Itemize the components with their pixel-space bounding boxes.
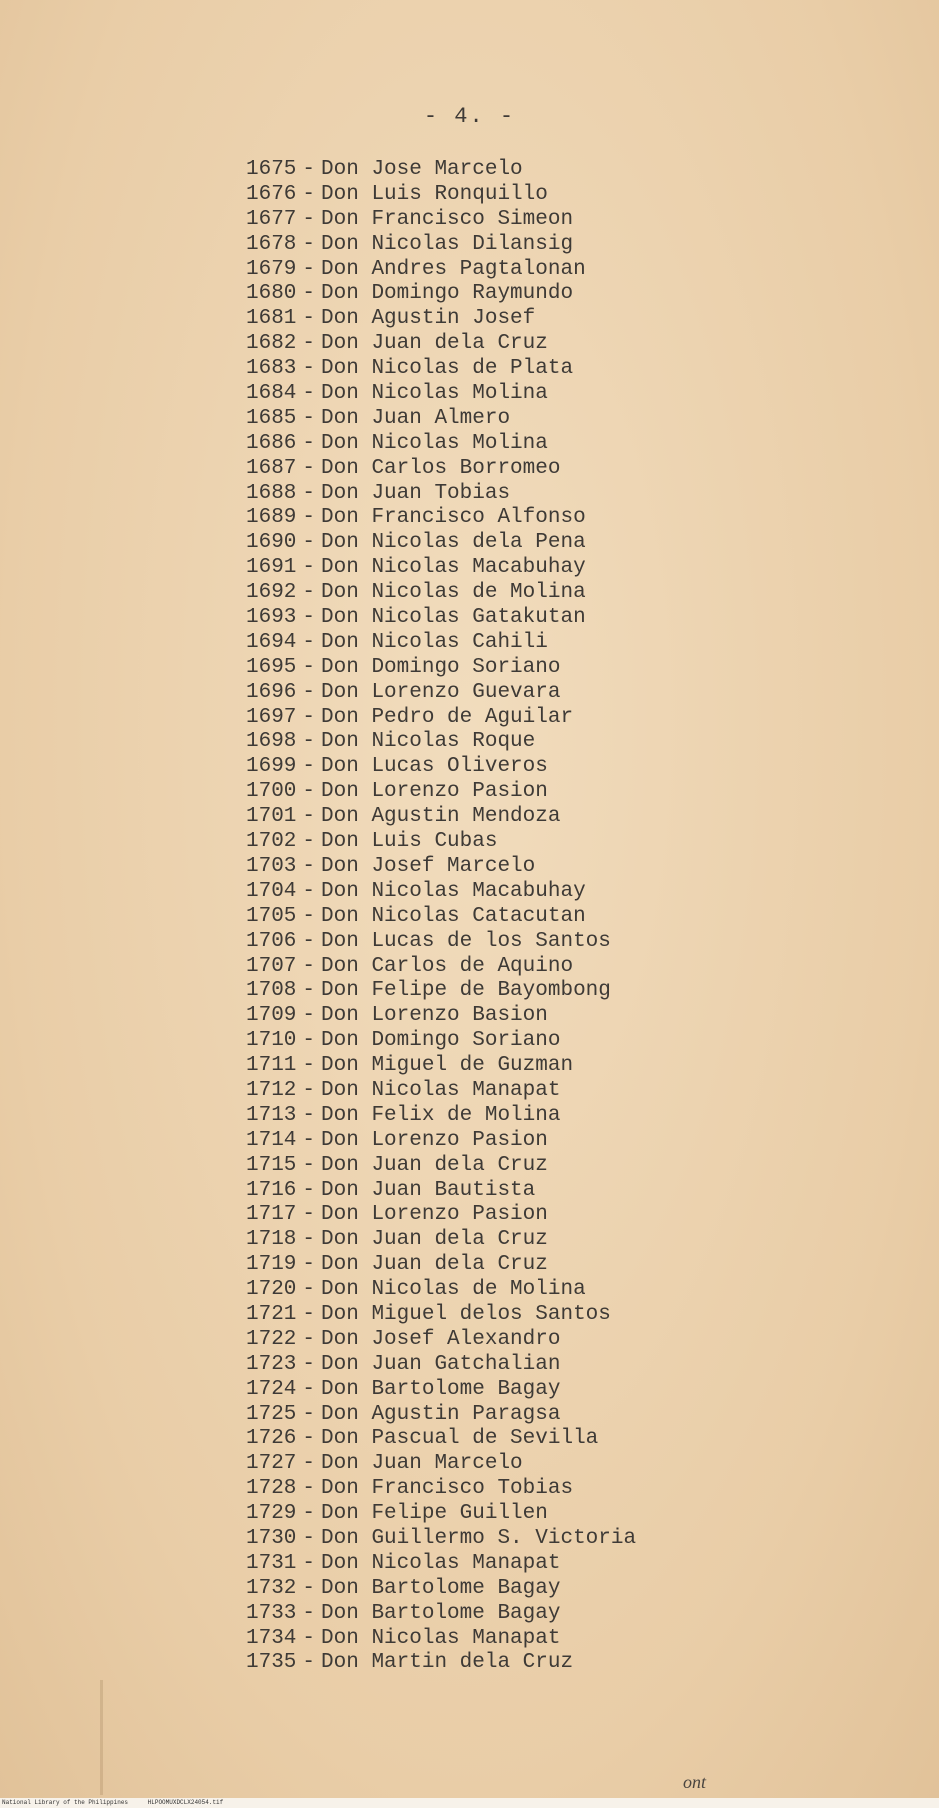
entry-year: 1710 [246,1029,297,1053]
list-item [246,581,906,606]
page-number: - 4. - [423,104,516,129]
entry-separator: - [302,780,316,804]
entry-year: 1734 [246,1626,297,1650]
entry-name: Don Lorenzo Guevara [321,680,561,704]
list-item [246,1079,906,1104]
entry-separator: - [302,1253,316,1277]
entry-name: Don Andres Pagtalonan [321,257,586,281]
entry-separator: - [302,1502,316,1526]
entry-separator: - [302,431,316,455]
list-item [246,706,906,731]
entry-year: 1702 [246,830,297,854]
entry-name: Don Nicolas Molina [321,382,548,406]
entry-name: Don Nicolas Cahili [321,630,548,654]
entry-separator: - [302,406,316,430]
entry-name: Don Felipe Guillen [321,1502,548,1526]
list-item [246,955,906,980]
entry-year: 1713 [246,1103,297,1127]
list-item [246,1278,906,1303]
entry-year: 1727 [246,1452,297,1476]
entry-year: 1715 [246,1153,297,1177]
entry-separator: - [302,1302,316,1326]
entry-year: 1703 [246,854,297,878]
entry-separator: - [302,1128,316,1152]
list-item [246,1651,906,1676]
list-item [246,506,906,531]
entry-year: 1709 [246,1004,297,1028]
entry-name: Don Nicolas Manapat [321,1078,561,1102]
list-item [246,1627,906,1652]
entry-name: Don Francisco Simeon [321,207,574,231]
entry-year: 1717 [246,1203,297,1227]
list-item [246,432,906,457]
entry-name: Don Juan Almero [321,406,511,430]
list-item [246,606,906,631]
entry-year: 1720 [246,1278,297,1302]
entry-year: 1699 [246,755,297,779]
entry-name: Don Miguel de Guzman [321,1054,574,1078]
list-item [246,457,906,482]
entry-year: 1690 [246,531,297,555]
entry-name: Don Josef Alexandro [321,1327,561,1351]
entry-name: Don Josef Marcelo [321,854,536,878]
entry-name: Don Juan Bautista [321,1178,536,1202]
entry-separator: - [302,1452,316,1476]
entry-name: Don Carlos Borromeo [321,456,561,480]
entry-year: 1675 [246,158,297,181]
entry-year: 1731 [246,1551,297,1575]
entry-year: 1693 [246,606,297,630]
entry-separator: - [302,1327,316,1351]
entry-year: 1732 [246,1576,297,1600]
entry-separator: - [302,1576,316,1600]
list-item [246,1378,906,1403]
entry-year: 1694 [246,630,297,654]
entry-separator: - [302,929,316,953]
list-item [246,730,906,755]
entry-separator: - [302,182,316,206]
list-item [246,1129,906,1154]
list-item [246,1477,906,1502]
entry-year: 1692 [246,581,297,605]
entry-year: 1679 [246,257,297,281]
entry-year: 1723 [246,1352,297,1376]
entry-year: 1721 [246,1302,297,1326]
entry-year: 1680 [246,282,297,306]
entry-name: Don Domingo Soriano [321,1029,561,1053]
list-item [246,556,906,581]
entry-separator: - [302,1153,316,1177]
entry-separator: - [302,158,316,181]
list-item [246,208,906,233]
entry-name: Don Pedro de Aguilar [321,705,574,729]
entry-name: Don Lorenzo Basion [321,1004,548,1028]
entry-name: Don Carlos de Aquino [321,954,574,978]
entry-separator: - [302,506,316,530]
entry-separator: - [302,1078,316,1102]
entry-year: 1700 [246,780,297,804]
list-item [246,1104,906,1129]
entry-separator: - [302,332,316,356]
corner-mark: ont [683,1772,707,1792]
entry-year: 1729 [246,1502,297,1526]
entry-year: 1681 [246,307,297,331]
entry-separator: - [302,232,316,256]
list-item [246,780,906,805]
entry-separator: - [302,680,316,704]
entry-separator: - [302,357,316,381]
footer-source: National Library of the Philippines [2,1799,129,1806]
entry-separator: - [302,1651,316,1675]
entry-separator: - [302,531,316,555]
list-item [246,1552,906,1577]
entry-separator: - [302,382,316,406]
entry-separator: - [302,830,316,854]
entry-separator: - [302,456,316,480]
entry-separator: - [302,581,316,605]
list-item [246,1054,906,1079]
entry-separator: - [302,755,316,779]
entry-separator: - [302,1228,316,1252]
entry-name: Don Nicolas Gatakutan [321,606,586,630]
entry-year: 1687 [246,456,297,480]
entry-name: Don Nicolas Roque [321,730,536,754]
entry-separator: - [302,1103,316,1127]
entry-year: 1719 [246,1253,297,1277]
entry-name: Don Nicolas dela Pena [321,531,586,555]
entry-name: Don Nicolas de Molina [321,1278,586,1302]
entry-separator: - [302,1278,316,1302]
entry-name: Don Juan dela Cruz [321,1153,548,1177]
entry-year: 1725 [246,1402,297,1426]
entry-year: 1735 [246,1651,297,1675]
entry-name: Don Lorenzo Pasion [321,780,548,804]
list-item [246,1179,906,1204]
list-item [246,1004,906,1029]
entry-name: Don Nicolas de Plata [321,357,574,381]
list-item [246,1403,906,1428]
entry-name: Don Lorenzo Pasion [321,1203,548,1227]
entry-separator: - [302,1551,316,1575]
scan-footer [0,1798,939,1808]
entry-year: 1714 [246,1128,297,1152]
entry-separator: - [302,1626,316,1650]
list-item [246,1527,906,1552]
entry-year: 1726 [246,1427,297,1451]
list-item [246,855,906,880]
entry-separator: - [302,307,316,331]
entry-separator: - [302,879,316,903]
entry-name: Don Bartolome Bagay [321,1377,561,1401]
list-item [246,1029,906,1054]
entry-name: Don Pascual de Sevilla [321,1427,599,1451]
list-item [246,1602,906,1627]
entry-year: 1730 [246,1526,297,1550]
entry-year: 1712 [246,1078,297,1102]
list-item [246,880,906,905]
entry-separator: - [302,954,316,978]
entry-separator: - [302,1004,316,1028]
entry-name: Don Juan Gatchalian [321,1352,561,1376]
list-item [246,1328,906,1353]
list-item [246,307,906,332]
entry-year: 1705 [246,904,297,928]
entry-separator: - [302,730,316,754]
entry-separator: - [302,282,316,306]
entry-year: 1698 [246,730,297,754]
entry-year: 1686 [246,431,297,455]
entry-list [246,158,906,1676]
entry-name: Don Francisco Tobias [321,1477,574,1501]
entry-year: 1718 [246,1228,297,1252]
entry-name: Don Nicolas Dilansig [321,232,574,256]
entry-separator: - [302,257,316,281]
list-item [246,332,906,357]
entry-separator: - [302,1054,316,1078]
list-item [246,407,906,432]
entry-separator: - [302,207,316,231]
entry-year: 1707 [246,954,297,978]
list-item [246,1253,906,1278]
list-item [246,357,906,382]
list-item [246,233,906,258]
entry-name: Don Agustin Josef [321,307,536,331]
entry-name: Don Juan dela Cruz [321,332,548,356]
entry-name: Don Juan dela Cruz [321,1253,548,1277]
entry-name: Don Luis Cubas [321,830,498,854]
entry-name: Don Nicolas Manapat [321,1626,561,1650]
list-item [246,183,906,208]
entry-name: Don Luis Ronquillo [321,182,548,206]
entry-separator: - [302,655,316,679]
list-item [246,1203,906,1228]
entry-separator: - [302,1203,316,1227]
entry-name: Don Agustin Paragsa [321,1402,561,1426]
entry-name: Don Martin dela Cruz [321,1651,574,1675]
entry-year: 1683 [246,357,297,381]
entry-year: 1677 [246,207,297,231]
entry-separator: - [302,1377,316,1401]
entry-name: Don Nicolas Macabuhay [321,556,586,580]
entry-year: 1688 [246,481,297,505]
entry-separator: - [302,979,316,1003]
entry-name: Don Miguel delos Santos [321,1302,611,1326]
list-item [246,1452,906,1477]
entry-separator: - [302,1526,316,1550]
list-item [246,1228,906,1253]
entry-separator: - [302,481,316,505]
entry-name: Don Nicolas Macabuhay [321,879,586,903]
list-item [246,1353,906,1378]
entry-name: Don Agustin Mendoza [321,805,561,829]
footer-file: HLPOOMUXDCLX24054.tif [147,1799,224,1806]
list-item [246,258,906,283]
list-item [246,656,906,681]
entry-separator: - [302,606,316,630]
list-item [246,905,906,930]
entry-year: 1697 [246,705,297,729]
entry-separator: - [302,556,316,580]
entry-year: 1711 [246,1054,297,1078]
entry-year: 1728 [246,1477,297,1501]
entry-name: Don Nicolas de Molina [321,581,586,605]
entry-year: 1733 [246,1601,297,1625]
entry-year: 1691 [246,556,297,580]
entry-year: 1722 [246,1327,297,1351]
list-item [246,830,906,855]
entry-name: Don Domingo Soriano [321,655,561,679]
entry-year: 1678 [246,232,297,256]
entry-separator: - [302,1601,316,1625]
entry-name: Don Juan dela Cruz [321,1228,548,1252]
entry-year: 1682 [246,332,297,356]
entry-separator: - [302,805,316,829]
entry-year: 1684 [246,382,297,406]
entry-name: Don Lucas Oliveros [321,755,548,779]
entry-separator: - [302,1178,316,1202]
entry-year: 1706 [246,929,297,953]
entry-name: Don Jose Marcelo [321,158,523,181]
entry-year: 1695 [246,655,297,679]
entry-separator: - [302,854,316,878]
entry-name: Don Guillermo S. Victoria [321,1526,637,1550]
entry-separator: - [302,1402,316,1426]
entry-year: 1708 [246,979,297,1003]
list-item [246,805,906,830]
entry-name: Don Lorenzo Pasion [321,1128,548,1152]
entry-separator: - [302,705,316,729]
list-item [246,282,906,307]
entry-name: Don Juan Marcelo [321,1452,523,1476]
entry-separator: - [302,1427,316,1451]
entry-name: Don Francisco Alfonso [321,506,586,530]
list-item [246,930,906,955]
entry-year: 1676 [246,182,297,206]
entry-year: 1689 [246,506,297,530]
list-item [246,681,906,706]
entry-name: Don Bartolome Bagay [321,1601,561,1625]
list-item [246,158,906,183]
list-item [246,531,906,556]
list-item [246,482,906,507]
list-item [246,1154,906,1179]
paper-crease [100,1680,103,1795]
list-item [246,1427,906,1452]
entry-separator: - [302,1477,316,1501]
entry-year: 1716 [246,1178,297,1202]
entry-name: Don Felipe de Bayombong [321,979,611,1003]
entry-year: 1685 [246,406,297,430]
list-item [246,979,906,1004]
list-item [246,631,906,656]
entry-name: Don Domingo Raymundo [321,282,574,306]
entry-name: Don Bartolome Bagay [321,1576,561,1600]
entry-year: 1724 [246,1377,297,1401]
entry-separator: - [302,630,316,654]
entry-name: Don Juan Tobias [321,481,511,505]
entry-separator: - [302,1029,316,1053]
entry-name: Don Nicolas Manapat [321,1551,561,1575]
entry-name: Don Nicolas Catacutan [321,904,586,928]
entry-separator: - [302,1352,316,1376]
list-item [246,1303,906,1328]
entry-separator: - [302,904,316,928]
list-item [246,382,906,407]
entry-year: 1701 [246,805,297,829]
entry-name: Don Felix de Molina [321,1103,561,1127]
list-item [246,755,906,780]
entry-year: 1696 [246,680,297,704]
list-item [246,1577,906,1602]
entry-name: Don Lucas de los Santos [321,929,611,953]
entry-name: Don Nicolas Molina [321,431,548,455]
list-item [246,1502,906,1527]
entry-year: 1704 [246,879,297,903]
